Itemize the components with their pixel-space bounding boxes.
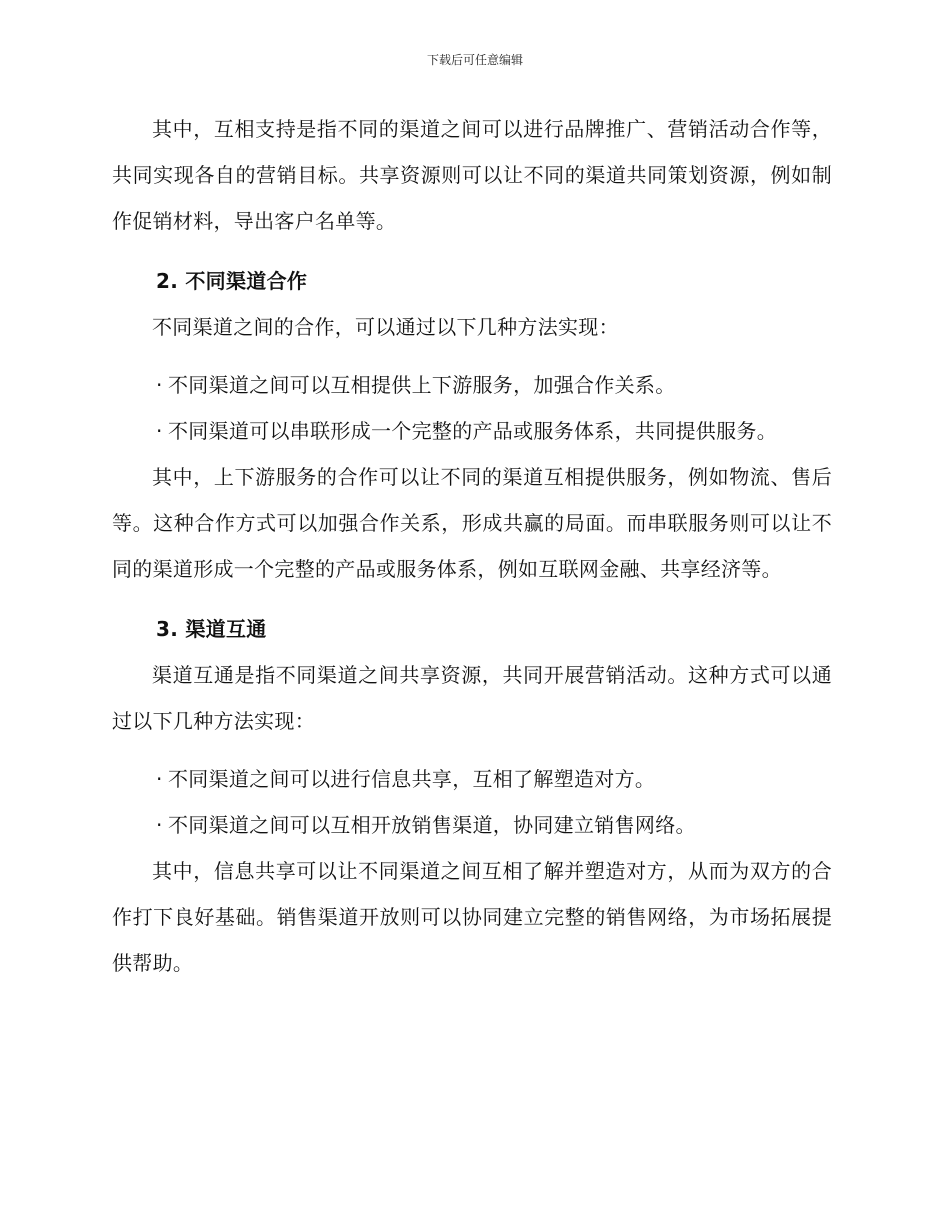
bullet-item-upstream-downstream: [112, 362, 832, 408]
section-heading-cooperation: 2. 不同渠道合作: [156, 269, 308, 293]
bullet-icon: ·: [156, 373, 163, 397]
bullet-text: 不同渠道可以串联形成一个完整的产品或服务体系，共同提供服务。: [168, 419, 777, 443]
bullet-item-service-system: [112, 408, 832, 454]
bullet-item-information-sharing: [112, 756, 832, 802]
bullet-icon: ·: [156, 419, 163, 443]
document-content: [112, 106, 832, 986]
bullet-text: 不同渠道之间可以互相开放销售渠道，协同建立销售网络。: [168, 813, 696, 837]
paragraph-interoperability-intro: 渠道互通是指不同渠道之间共享资源，共同开展营销活动。这种方式可以通过以下几种方法实现：: [112, 663, 832, 733]
bullet-icon: ·: [156, 813, 163, 837]
paragraph-mutual-support: 其中，互相支持是指不同的渠道之间可以进行品牌推广、营销活动合作等，共同实现各自的营销目标。共享资源则可以让不同的渠道共同策划资源，例如制作促销材料，导出客户名单等。: [112, 117, 832, 233]
section-heading-channel-interoperability: 3. 渠道互通: [156, 617, 267, 641]
bullet-text: 不同渠道之间可以互相提供上下游服务，加强合作关系。: [168, 373, 676, 397]
page-header: 下载后可任意编辑: [426, 53, 523, 67]
paragraph-interoperability-explanation: 其中，信息共享可以让不同渠道之间互相了解并塑造对方，从而为双方的合作打下良好基础。销售渠道开放则可以协同建立完整的销售网络，为市场拓展提供帮助。: [112, 859, 832, 975]
paragraph-cooperation-intro: 不同渠道之间的合作，可以通过以下几种方法实现：: [152, 315, 619, 339]
bullet-icon: ·: [156, 767, 163, 791]
bullet-item-open-sales-channels: [112, 802, 832, 848]
bullet-text: 不同渠道之间可以进行信息共享，互相了解塑造对方。: [168, 767, 656, 791]
paragraph-cooperation-explanation: 其中，上下游服务的合作可以让不同的渠道互相提供服务，例如物流、售后等。这种合作方式可以加强合作关系，形成共赢的局面。而串联服务则可以让不同的渠道形成一个完整的产品或服务体系，例如互联网金融、共享经济等。: [112, 465, 832, 581]
